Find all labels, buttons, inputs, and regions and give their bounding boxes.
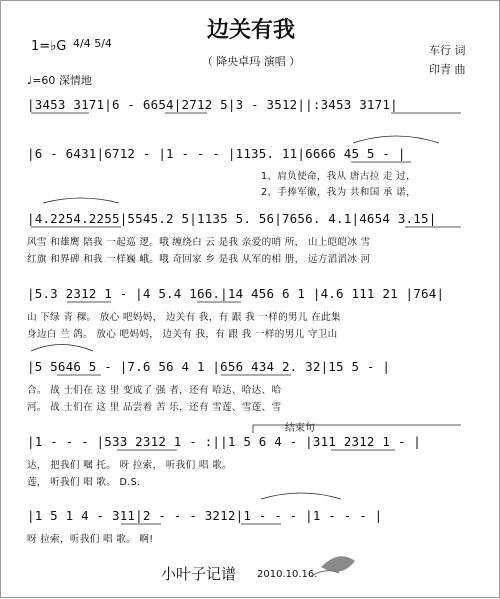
score-row-7-notes: |1 5 1 4 - 311|2 - - - 3212|1 - - - |1 - - - | [27,508,383,523]
score-row-4-lyric-2: 身边白 兰 鸽。 放心 吧妈妈， 边关有 我，有 跟 我 一样的男儿 守卫山 [27,329,338,340]
score-row-5-lyric-2: 河。 战 士们在 这 里 品尝着 苦 乐，还有 雪莲、雪莲、雪 [27,402,282,413]
time-signature: 4/4 5/4 [73,37,112,50]
score-row-4-lyric-1: 山 下绿 青 稞。 放心 吧妈妈， 边关有 我，有 跟 我 一样的男儿 在此集 [27,312,341,323]
score-row-4-notes: |5.3 2312 1 - |4 5.4 166.|14 456 6 1 |4.6 111 21 |764| [27,286,445,301]
transcriber-signature: 小叶子记谱 [161,565,237,583]
performer-subtitle: （ 降央卓玛 演唱 ） [201,55,301,68]
leaf-logo-icon [1,1,500,599]
composer-credit: 印青 曲 [429,63,466,76]
tempo-marking: ♩=60 深情地 [27,74,92,87]
song-title: 边关有我 [206,18,295,43]
score-row-3-lyric-2: 红旗 和界碑 和我 一样巍 峨。哦 奇回家 乡 是我 从军的相 册， 远方滔滔冰 河 [27,254,371,265]
score-row-5-lyric-1: 合。 战 士们在 这 里 变成了 强 者，还有 哈达、哈达、哈 [27,385,282,396]
score-row-6-lyric-1: 达， 把我们 嘱 托。 呀 拉索， 听我们 唱 歌。 [27,460,232,471]
score-row-3-notes: |4.2254.2255|5545.2 5|1135 5. 56|7656. 4.1|4654 3.15| [27,211,437,226]
key-signature: 1=♭G [31,39,67,54]
score-row-6-lyric-2: 莲， 听我们 唱 歌。 D.S. [27,477,141,488]
lyricist-credit: 车行 词 [429,44,466,57]
score-row-6-notes: |1 - - - |533 2312 1 - :||1 5 6 4 - |311 2312 1 - | [27,434,422,449]
score-row-5-notes: |5 5646 5 - |7.6 56 4 1 |656 434 2. 32|15 5 - | [27,359,391,374]
coda-label: 结束句 [285,423,315,434]
transcription-date: 2010.10.16. [257,569,318,580]
score-row-1-notes: |3453 3171|6 - 6654|2712 5|3 - 3512||:3453 3171| [27,97,398,112]
score-row-2-notes: |6 - 6431|6712 - |1 - - - |1135. 11|6666 45 5 - | [27,146,406,161]
score-row-7-lyric-1: 呀 拉索，听我们 唱 歌。 啊! [27,534,154,545]
score-row-2-lyric-1: 1、肩负使命，我从 唐古拉 走 过， [261,171,416,182]
score-row-2-lyric-2: 2、手捧军徽，我为 共和国 承 诺， [261,187,416,198]
score-row-3-lyric-1: 风雪 和雄鹰 陪我 一起巡 逻。哦 缠绕白 云 是我 亲爱的哨 所， 山上皑皑冰 雪 [27,237,371,248]
